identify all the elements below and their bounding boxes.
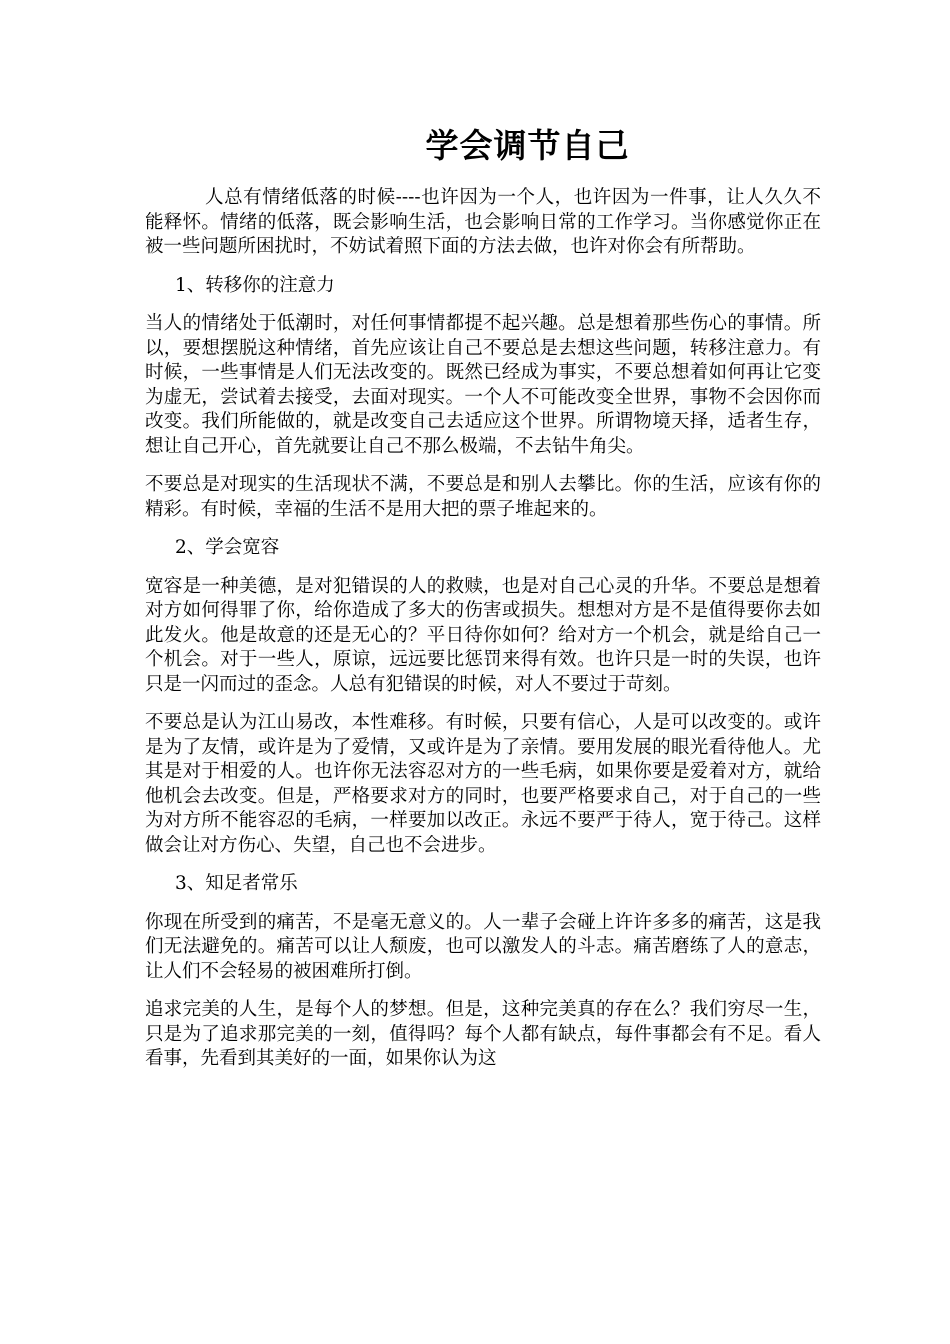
- section-3-paragraph-1: 你现在所受到的痛苦，不是毫无意义的。人一辈子会碰上许许多多的痛苦，这是我们无法避免的。痛苦可以让人颓废，也可以激发人的斗志。痛苦磨练了人的意志，让人们不会轻易的被困难所打倒。: [145, 911, 821, 982]
- section-1-paragraph-2: 不要总是对现实的生活现状不满，不要总是和别人去攀比。你的生活，应该有你的精彩。有时候，幸福的生活不是用大把的票子堆起来的。: [145, 474, 821, 520]
- section-2-paragraph-1: 宽容是一种美德，是对犯错误的人的救赎，也是对自己心灵的升华。不要总是想着对方如何得罪了你，给你造成了多大的伤害或损失。想想对方是不是值得要你去如此发火。他是故意的还是无心的？平日待你如何？给对方一个机会，就是给自己一个机会。对于一些人，原谅，远远要比惩罚来得有效。也许只是一时的失误，也许只是一闪而过的歪念。人总有犯错误的时候，对人不要过于苛刻。: [145, 575, 821, 695]
- document-title: 学会调节自己: [425, 126, 630, 165]
- section-heading-1: 1、转移你的注意力: [175, 274, 335, 296]
- intro-paragraph: 人总有情绪低落的时候----也许因为一个人，也许因为一件事，让人久久不能释怀。情绪的低落，既会影响生活，也会影响日常的工作学习。当你感觉你正在被一些问题所困扰时，不妨试着照下面的方法去做，也许对你会有所帮助。: [145, 187, 821, 257]
- section-3-paragraph-2: 追求完美的人生，是每个人的梦想。但是，这种完美真的存在么？我们穷尽一生，只是为了追求那完美的一刻，值得吗？每个人都有缺点，每件事都会有不足。看人看事，先看到其美好的一面，如果你认为这: [145, 999, 821, 1069]
- document-body: [145, 186, 821, 1086]
- section-1-paragraph-1: 当人的情绪处于低潮时，对任何事情都提不起兴趣。总是想着那些伤心的事情。所以，要想摆脱这种情绪，首先应该让自己不要总是去想这些问题，转移注意力。有时候，一些事情是人们无法改变的。既然已经成为事实，不要总想着如何再让它变为虚无，尝试着去接受，去面对现实。一个人不可能改变全世界，事物不会因你而改变。我们所能做的，就是改变自己去适应这个世界。所谓物境天择，适者生存，想让自己开心，首先就要让自己不那么极端，不去钻牛角尖。: [145, 313, 821, 457]
- section-heading-2: 2、学会宽容: [175, 537, 280, 558]
- section-2-paragraph-2: 不要总是认为江山易改，本性难移。有时候，只要有信心，人是可以改变的。或许是为了友情，或许是为了爱情，又或许是为了亲情。要用发展的眼光看待他人。尤其是对于相爱的人。也许你无法容忍对方的一些毛病，如果你要是爱着对方，就给他机会去改变。但是，严格要求对方的同时，也要严格要求自己，对于自己的一些为对方所不能容忍的毛病，一样要加以改正。永远不要严于待人，宽于待己。这样做会让对方伤心、失望，自己也不会进步。: [145, 712, 821, 856]
- section-heading-3: 3、知足者常乐: [175, 873, 298, 894]
